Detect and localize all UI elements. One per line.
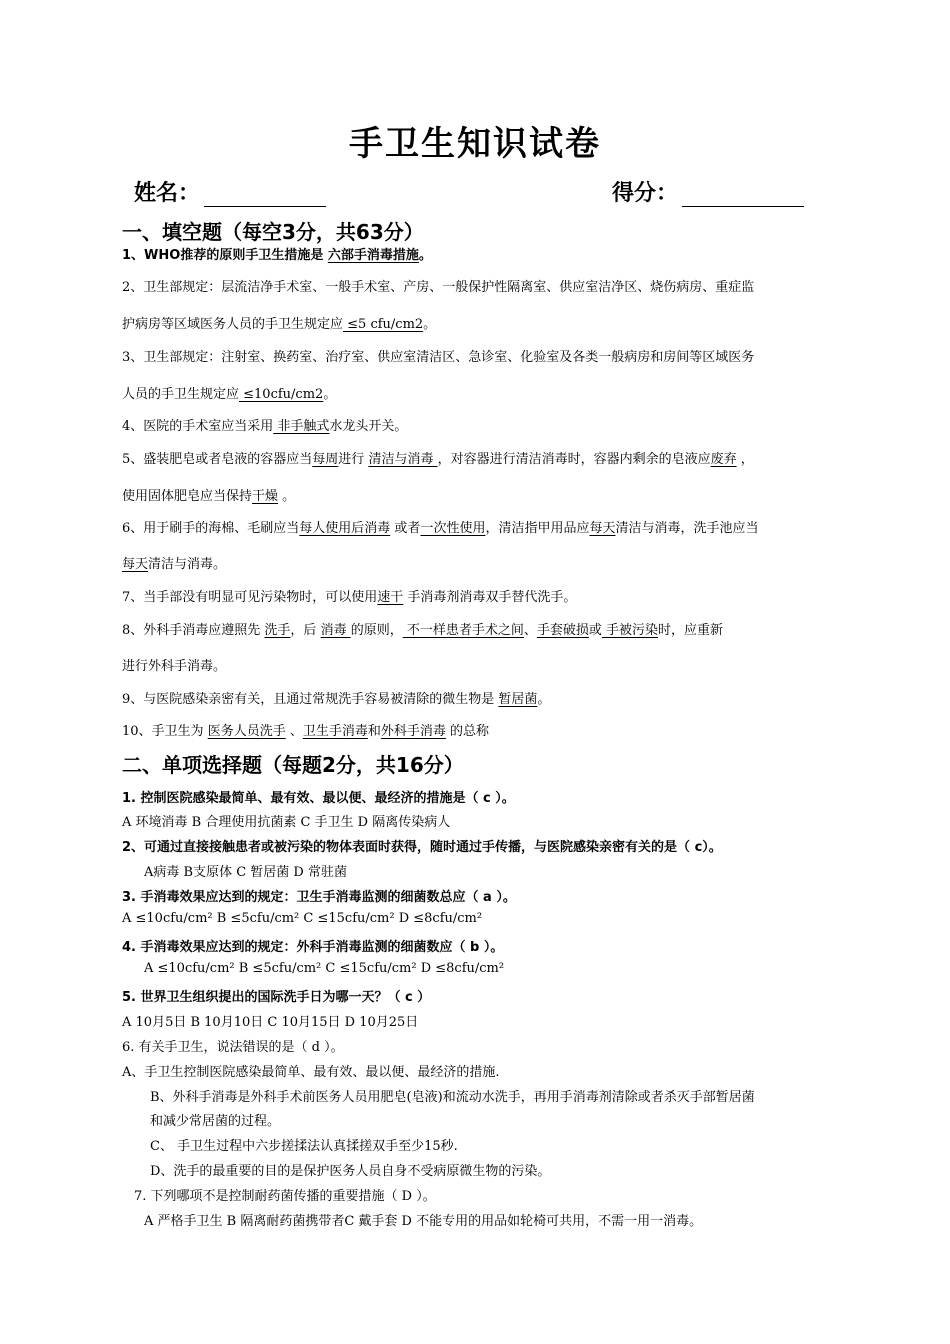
fill-q9-answer: 暂居菌 [498,692,538,707]
name-label: 姓名： [134,180,201,206]
fill-q6-line2: 每天清洁与消毒。 [122,557,227,572]
fill-q10-answer-2: 卫生手消毒 [302,724,368,739]
fill-q4-answer: 非手触式 [273,419,330,434]
fill-q5-line2: 使用固体肥皂应当保持干燥 。 [122,489,296,504]
choice-q6-option-a: A、手卫生控制医院感染最简单、最有效、最以便、最经济的措施. [122,1065,500,1080]
fill-q7: 7、当手部没有明显可见污染物时，可以使用速干 手消毒剂消毒双手替代洗手。 [122,590,577,605]
choice-q5: 5. 世界卫生组织提出的国际洗手日为哪一天？（ c ） [122,990,431,1005]
score-field [612,176,804,207]
fill-q6-answer-3: 每天 [589,521,616,536]
choice-q5-options: A 10月5日 B 10月10日 C 10月15日 D 10月25日 [122,1015,419,1030]
fill-q7-answer: 速干 [377,590,404,605]
section-fill-in-title: 一、填空题（每空3分，共63分） [122,220,424,244]
choice-q1: 1. 控制医院感染最简单、最有效、最以便、最经济的措施是（ c ）。 [122,791,515,806]
fill-q5-answer-3: 废弃 [710,452,737,467]
fill-q10-answer-3: 外科手消毒 [380,724,446,739]
fill-q8-answer-5: 手被污染 [601,623,659,638]
fill-q5-answer-2: 清洁与消毒 [368,452,438,467]
name-blank[interactable] [204,184,326,207]
fill-q10: 10、手卫生为 医务人员洗手 、卫生手消毒和外科手消毒 的总称 [122,724,490,739]
exam-title: 手卫生知识试卷 [349,124,601,164]
fill-q10-answer-1: 医务人员洗手 [207,724,286,739]
choice-q7: 7. 下列哪项不是控制耐药菌传播的重要措施（ D ）。 [134,1189,436,1204]
choice-q2: 2、可通过直接接触患者或被污染的物体表面时获得，随时通过手传播，与医院感染亲密有关的是（ c）。 [122,840,722,855]
fill-q2-line2: 护病房等区域医务人员的手卫生规定应 ≤5 cfu/cm2。 [122,317,437,332]
score-label: 得分： [612,180,679,206]
fill-q8-line2: 进行外科手消毒。 [122,659,227,674]
fill-q6-answer-2: 一次性使用 [420,521,486,536]
choice-q6-option-c: C、 手卫生过程中六步搓揉法认真揉搓双手至少15秒. [150,1139,458,1154]
fill-q1: 1、WHO推荐的原则手卫生措施是 六部手消毒措施。 [122,248,432,263]
choice-q6-option-d: D、洗手的最重要的目的是保护医务人员自身不受病原微生物的污染。 [150,1164,551,1179]
name-field [134,176,326,207]
fill-q6-answer-1: 每人使用后消毒 [299,521,391,536]
choice-q6-option-b-line1: B、外科手消毒是外科手术前医务人员用肥皂(皂液)和流动水洗手，再用手消毒剂清除或者杀灭手部暂居菌 [150,1090,755,1105]
fill-q1-answer: 六部手消毒措施 [327,248,419,263]
fill-q3-line1: 3、卫生部规定：注射室、换药室、治疗室、供应室清洁区、急诊室、化验室及各类一般病房和房间等区域医务 [122,350,755,365]
fill-q5-answer-1: 每周 [312,452,339,467]
fill-q5-line1: 5、盛装肥皂或者皂液的容器应当每周进行 清洁与消毒 ，对容器进行清洁消毒时，容器内剩余的皂液应废弃 ， [122,452,754,467]
fill-q2-line1: 2、卫生部规定：层流洁净手术室、一般手术室、产房、一般保护性隔离室、供应室洁净区、烧伤病房、重症监 [122,280,755,295]
choice-q1-options: A 环境消毒 B 合理使用抗菌素 C 手卫生 D 隔离传染病人 [122,815,451,830]
choice-q4-options: A ≤10cfu/cm² B ≤5cfu/cm² C ≤15cfu/cm² D ≤8cfu/cm² [144,961,505,976]
fill-q8-line1: 8、外科手消毒应遵照先 洗手，后 消毒 的原则， 不一样患者手术之间、手套破损或 手被污染时，应重新 [122,623,724,638]
fill-q8-answer-2: 消毒 [320,623,351,638]
fill-q6-line1: 6、用于刷手的海棉、毛刷应当每人使用后消毒 或者一次性使用，清洁指甲用品应每天清洁与消毒，洗手池应当 [122,521,759,536]
fill-q4: 4、医院的手术室应当采用 非手触式水龙头开关。 [122,419,408,434]
choice-q2-options: A病毒 B支原体 C 暂居菌 D 常驻菌 [144,865,347,880]
choice-q3-options: A ≤10cfu/cm² B ≤5cfu/cm² C ≤15cfu/cm² D ≤8cfu/cm² [122,911,483,926]
score-blank[interactable] [682,184,804,207]
fill-q3-line2: 人员的手卫生规定应 ≤10cfu/cm2。 [122,387,337,402]
choice-q6: 6. 有关手卫生，说法错误的是（ d ）。 [122,1040,344,1055]
fill-q8-answer-4: 手套破损 [536,623,589,638]
fill-q8-answer-1: 洗手 [264,623,291,638]
fill-q2-answer: ≤5 cfu/cm2 [343,317,424,332]
fill-q5-answer-4: 干燥 [252,489,279,504]
choice-q7-options: A 严格手卫生 B 隔离耐药菌携带者C 戴手套 D 不能专用的用品如轮椅可共用，不需一用一消毒。 [144,1214,703,1229]
choice-q6-option-b-line2: 和减少常居菌的过程。 [150,1114,281,1129]
fill-q3-answer: ≤10cfu/cm2 [239,387,324,402]
choice-q4: 4. 手消毒效果应达到的规定：外科手消毒监测的细菌数应（ b ）。 [122,940,504,955]
choice-q3: 3. 手消毒效果应达到的规定：卫生手消毒监测的细菌数总应（ a ）。 [122,890,516,905]
fill-q8-answer-3: 不一样患者手术之间 [402,623,524,638]
fill-q6-answer-4: 每天 [122,557,149,572]
fill-q9: 9、与医院感染亲密有关，且通过常规洗手容易被清除的微生物是 暂居菌。 [122,692,551,707]
section-choice-title: 二、单项选择题（每题2分，共16分） [122,753,464,777]
